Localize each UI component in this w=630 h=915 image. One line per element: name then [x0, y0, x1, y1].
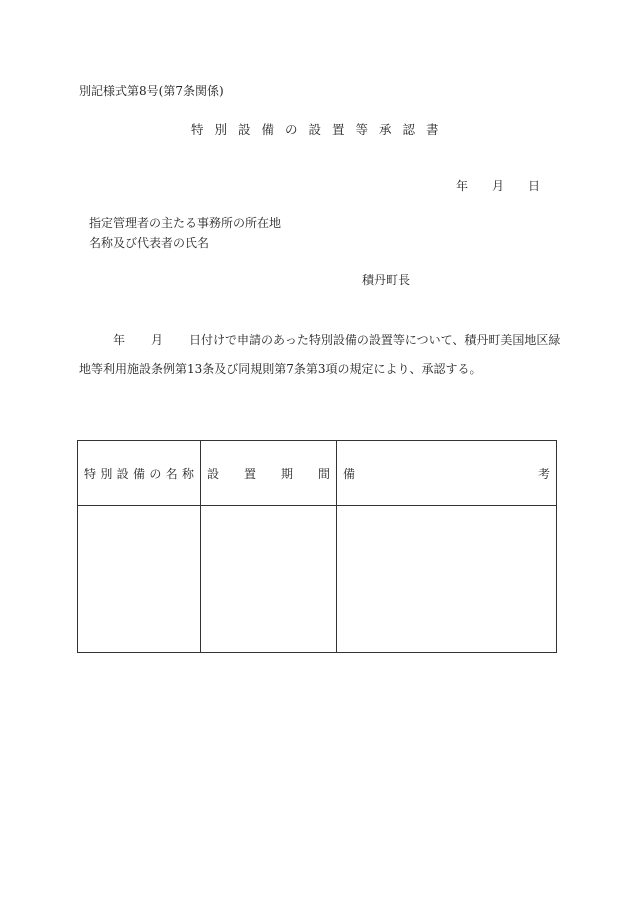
- header-char: 名: [165, 466, 178, 481]
- table-header-row: [78, 441, 557, 506]
- header-char: 置: [243, 466, 256, 481]
- body-month-label: 月: [151, 333, 164, 347]
- header-char: 備: [132, 466, 145, 481]
- header-char: の: [149, 466, 162, 481]
- equipment-name-cell[interactable]: [78, 506, 201, 653]
- date-line: [456, 180, 540, 192]
- body-text-line-1: [113, 334, 560, 346]
- header-installation-period: [201, 441, 337, 506]
- header-char: 特: [84, 466, 97, 481]
- date-month-label: 月: [492, 179, 505, 193]
- header-char: 設: [207, 466, 220, 481]
- addressee-address: 指定管理者の主たる事務所の所在地: [89, 216, 282, 230]
- body-year-label: 年: [113, 333, 126, 347]
- header-equipment-name: [78, 441, 201, 506]
- form-number: 別記様式第8号(第7条関係): [79, 84, 224, 98]
- date-year-label: 年: [456, 179, 469, 193]
- header-char: 間: [317, 466, 330, 481]
- addressee-name: 名称及び代表者の氏名: [89, 236, 210, 250]
- header-char: 備: [343, 466, 356, 481]
- date-day-label: 日: [528, 179, 541, 193]
- issuer-name: 積丹町長: [362, 273, 411, 287]
- body-text-line-2: 地等利用施設条例第13条及び同規則第7条第3項の規定により、承認する。: [79, 362, 482, 376]
- header-remarks: [337, 441, 557, 506]
- header-char: 考: [537, 466, 550, 481]
- remarks-cell[interactable]: [337, 506, 557, 653]
- table-row: [78, 506, 557, 653]
- header-char: 設: [116, 466, 129, 481]
- body-line1-text: 日付けで申請のあった特別設備の設置等について、積丹町美国地区緑: [189, 333, 561, 347]
- header-char: 称: [181, 466, 194, 481]
- installation-period-cell[interactable]: [201, 506, 337, 653]
- approval-table: [77, 440, 557, 653]
- header-char: 別: [100, 466, 113, 481]
- header-char: 期: [280, 466, 293, 481]
- document-title: 特別設備の設置等承認書: [191, 122, 450, 137]
